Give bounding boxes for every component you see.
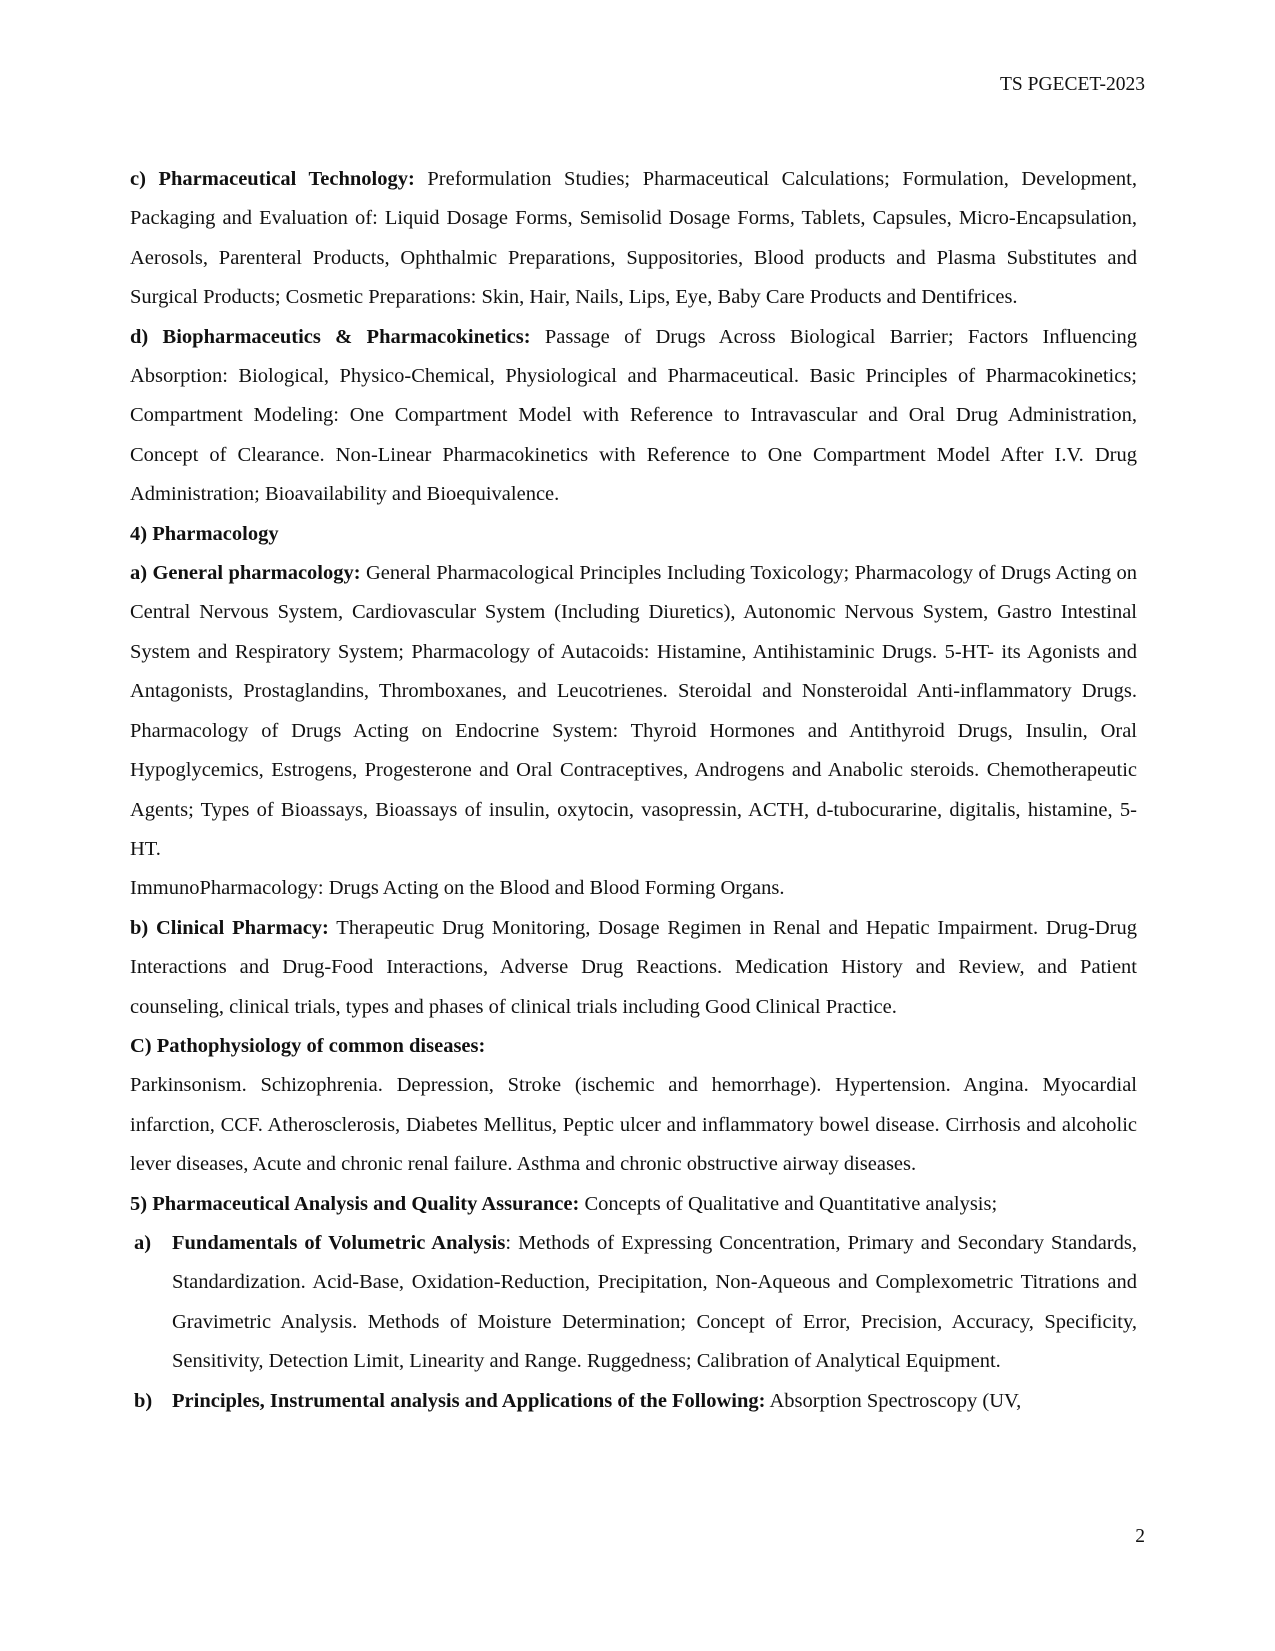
general-pharmacology-paragraph <box>130 554 1137 869</box>
instrumental-analysis-item <box>130 1382 1137 1421</box>
exam-header: TS PGECET-2023 <box>999 74 1145 95</box>
instrumental-analysis-heading: Principles, Instrumental analysis and Applications of the Following: <box>172 1389 766 1412</box>
page-number: 2 <box>1135 1526 1145 1547</box>
pathophysiology-title <box>130 1027 1137 1066</box>
pharmaceutical-analysis-heading: 5) Pharmaceutical Analysis and Quality Assurance: <box>130 1192 580 1215</box>
volumetric-analysis-heading: Fundamentals of Volumetric Analysis <box>172 1231 506 1254</box>
pharmaceutical-analysis-paragraph <box>130 1185 1137 1224</box>
biopharmaceutics-paragraph <box>130 318 1137 515</box>
biopharmaceutics-text: Passage of Drugs Across Biological Barrier; Factors Influencing Absorption: Biological, Physico-Chemical, Physiological and Pharmaceutical. Basic Principles of Pharmacokinetics; Compartment Modeling: One Compartment Model with Reference to Intravascular and Oral Drug Administration, Concept of Clearance. Non-Linear Pharmacokinetics with Reference to One Compartment Model After I.V. Drug Administration; Bioavailability and Bioequivalence. <box>130 325 1138 506</box>
pharmacology-section-title <box>130 515 1137 554</box>
instrumental-analysis-marker: b) <box>134 1389 153 1412</box>
pathophysiology-paragraph: Parkinsonism. Schizophrenia. Depression, Stroke (ischemic and hemorrhage). Hypertension. Angina. Myocardial infarction, CCF. Atherosclerosis, Diabetes Mellitus, Peptic ulcer and inflammatory bowel disease. Cirrhosis and alcoholic lever diseases, Acute and chronic renal failure. Asthma and chronic obstructive airway diseases. <box>130 1074 1137 1176</box>
volumetric-analysis-text: : Methods of Expressing Concentration, Primary and Secondary Standards, Standardization. Acid-Base, Oxidation-Reduction, Precipitation, Non-Aqueous and Complexometric Titrations and Gravimetric Analysis. Methods of Moisture Determination; Concept of Error, Precision, Accuracy, Specificity, Sensitivity, Detection Limit, Linearity and Range. Ruggedness; Calibration of Analytical Equipment. <box>172 1231 1137 1373</box>
clinical-pharmacy-text: Therapeutic Drug Monitoring, Dosage Regimen in Renal and Hepatic Impairment. Drug-Drug Interactions and Drug-Food Interactions, Adverse Drug Reactions. Medication History and Review, and Patient counseling, clinical trials, types and phases of clinical trials including Good Clinical Practice. <box>130 916 1137 1018</box>
clinical-pharmacy-paragraph <box>130 909 1137 1027</box>
pharmaceutical-analysis-text: Concepts of Qualitative and Quantitative analysis; <box>584 1192 998 1215</box>
syllabus-body <box>130 160 1137 1421</box>
biopharmaceutics-heading: d) Biopharmaceutics & Pharmacokinetics: <box>130 325 531 348</box>
volumetric-analysis-marker: a) <box>134 1231 152 1254</box>
general-pharmacology-heading: a) General pharmacology: <box>130 562 361 585</box>
pathophysiology-heading: C) Pathophysiology of common diseases: <box>130 1034 486 1057</box>
clinical-pharmacy-heading: b) Clinical Pharmacy: <box>130 916 329 939</box>
general-pharmacology-text: General Pharmacological Principles Including Toxicology; Pharmacology of Drugs Acting on Central Nervous System, Cardiovascular System (Including Diuretics), Autonomic Nervous System, Gastro Intestinal System and Respiratory System; Pharmacology of Autacoids: Histamine, Antihistaminic Drugs. 5-HT- its Agonists and Antagonists, Prostaglandins, Thromboxanes, and Leucotrienes. Steroidal and Nonsteroidal Anti-inflammatory Drugs. Pharmacology of Drugs Acting on Endocrine System: Thyroid Hormones and Antithyroid Drugs, Insulin, Oral Hypoglycemics, Estrogens, Progesterone and Oral Contraceptives, Androgens and Anabolic steroids. Chemotherapeutic Agents; Types of Bioassays, Bioassays of insulin, oxytocin, vasopressin, ACTH, d-tubocurarine, digitalis, histamine, 5-HT. <box>130 562 1137 860</box>
pharmaceutical-technology-heading: c) Pharmaceutical Technology: <box>130 168 415 190</box>
pharmacology-heading: 4) Pharmacology <box>130 522 279 545</box>
pharmaceutical-technology-paragraph <box>130 160 1137 318</box>
instrumental-analysis-text: Absorption Spectroscopy (UV, <box>769 1389 1022 1412</box>
volumetric-analysis-item <box>130 1224 1137 1382</box>
immunopharmacology-line: ImmunoPharmacology: Drugs Acting on the Blood and Blood Forming Organs. <box>130 877 785 900</box>
pharmaceutical-technology-text: Preformulation Studies; Pharmaceutical Calculations; Formulation, Development, Packaging and Evaluation of: Liquid Dosage Forms, Semisolid Dosage Forms, Tablets, Capsules, Micro-Encapsulation, Aerosols, Parenteral Products, Ophthalmic Preparations, Suppositories, Blood products and Plasma Substitutes and Surgical Products; Cosmetic Preparations: Skin, Hair, Nails, Lips, Eye, Baby Care Products and Dentifrices. <box>130 168 1137 309</box>
